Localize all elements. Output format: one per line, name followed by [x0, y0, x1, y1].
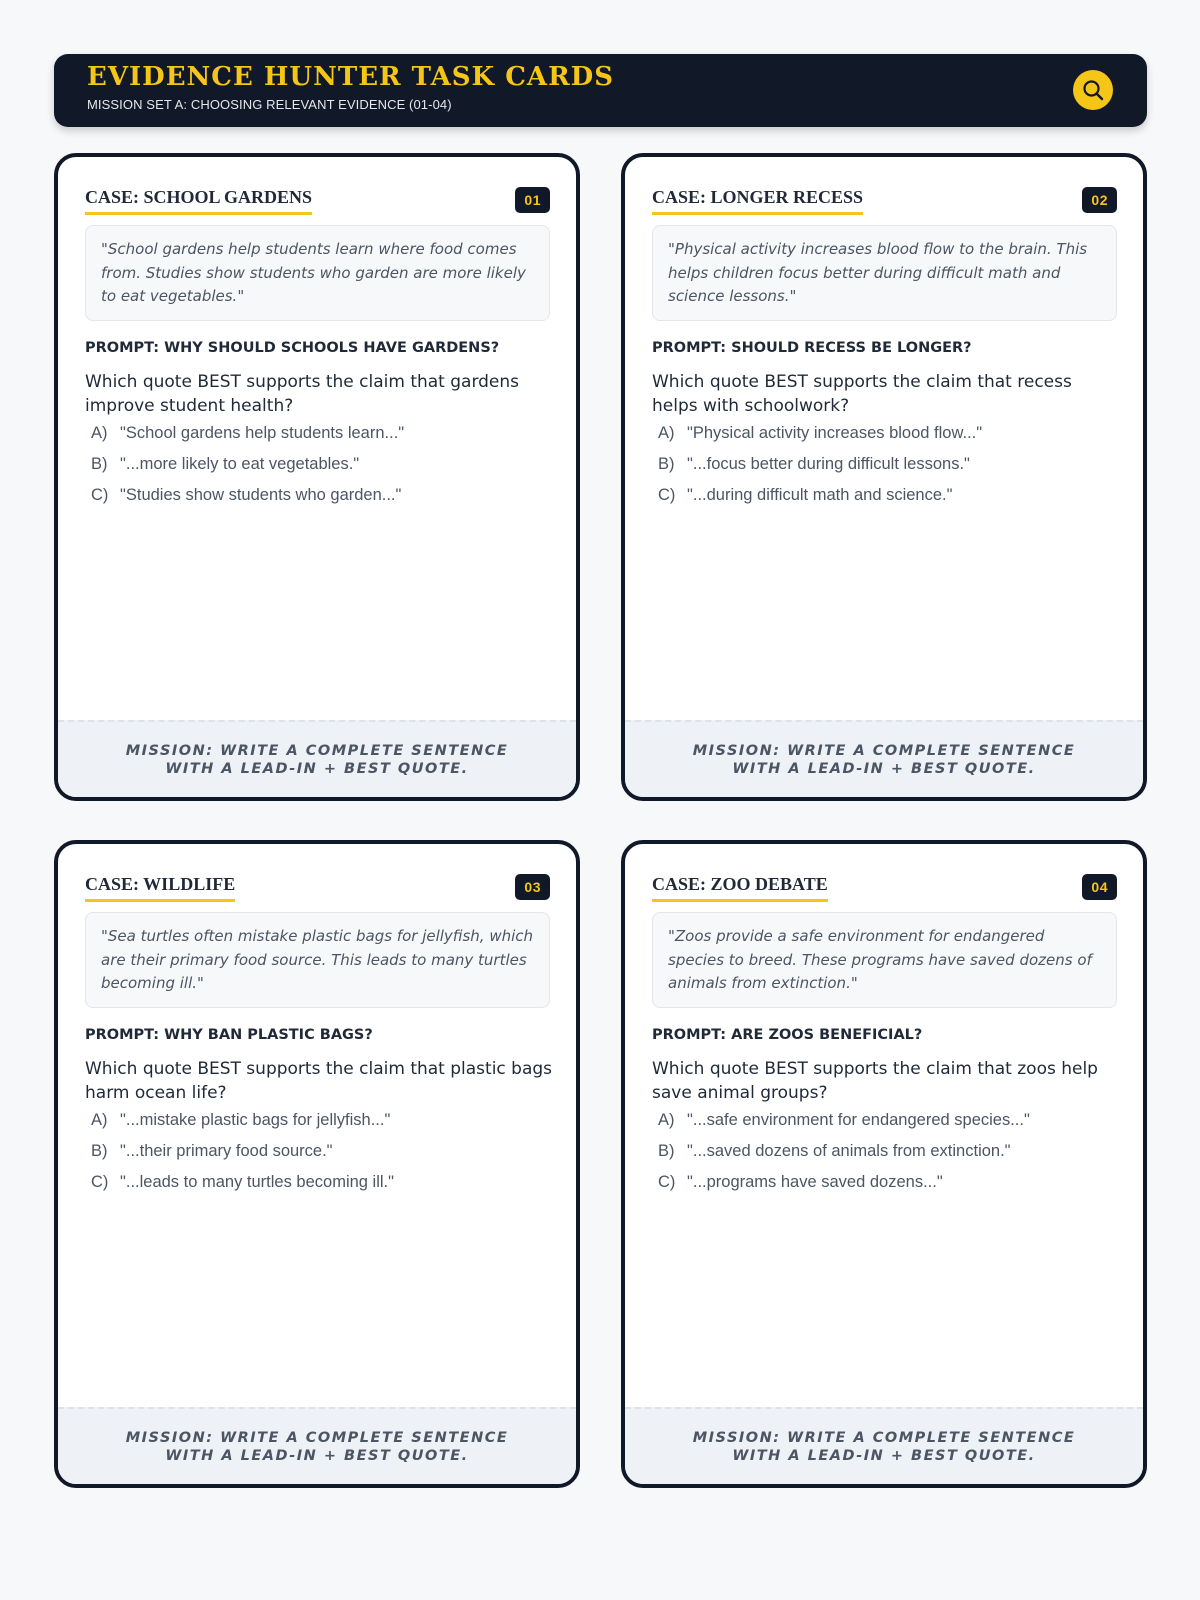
- option-letter: C): [658, 1173, 676, 1191]
- option-letter: C): [91, 1173, 109, 1191]
- case-title: CASE: WILDLIFE: [85, 874, 235, 902]
- card-number-badge: 04: [1082, 874, 1117, 900]
- mission-footer: MISSION: WRITE A COMPLETE SENTENCE WITH A LEAD-IN + BEST QUOTE.: [625, 720, 1143, 797]
- option-letter: A): [91, 1111, 108, 1129]
- option-letter: B): [91, 455, 108, 473]
- task-card-01: [54, 153, 580, 801]
- question-text: Which quote BEST supports the claim that recess helps with schoolwork?: [652, 372, 1072, 416]
- prompt-text: PROMPT: WHY BAN PLASTIC BAGS?: [85, 1027, 373, 1043]
- option-letter: A): [658, 1111, 675, 1129]
- answer-option-c[interactable]: [91, 486, 551, 517]
- question-text: Which quote BEST supports the claim that zoos help save animal groups?: [652, 1059, 1098, 1103]
- option-letter: B): [658, 455, 675, 473]
- search-button[interactable]: [1073, 70, 1113, 110]
- case-title: CASE: ZOO DEBATE: [652, 874, 828, 902]
- option-letter: B): [91, 1142, 108, 1160]
- option-letter: A): [658, 424, 675, 442]
- evidence-quote: "School gardens help students learn where food comes from. Studies show students who garden are more likely to eat vegetables.": [85, 225, 550, 321]
- page-subtitle: MISSION SET A: CHOOSING RELEVANT EVIDENCE (01-04): [87, 97, 452, 112]
- answer-options: [91, 424, 551, 517]
- answer-option-a[interactable]: [91, 1111, 551, 1142]
- option-letter: C): [91, 486, 109, 504]
- answer-option-b[interactable]: [91, 1142, 551, 1173]
- answer-option-a[interactable]: [658, 1111, 1118, 1142]
- answer-option-b[interactable]: [91, 455, 551, 486]
- evidence-quote: "Sea turtles often mistake plastic bags for jellyfish, which are their primary food source. This leads to many turtles becoming ill.": [85, 912, 550, 1008]
- answer-option-c[interactable]: [91, 1173, 551, 1204]
- evidence-quote: "Zoos provide a safe environment for endangered species to breed. These programs have saved dozens of animals from extinction.": [652, 912, 1117, 1008]
- task-card-02: [621, 153, 1147, 801]
- mission-footer: MISSION: WRITE A COMPLETE SENTENCE WITH A LEAD-IN + BEST QUOTE.: [58, 1407, 576, 1484]
- question-text: Which quote BEST supports the claim that gardens improve student health?: [85, 372, 520, 416]
- option-text: "...their primary food source.": [120, 1142, 333, 1160]
- option-text: "Physical activity increases blood flow...": [687, 424, 983, 442]
- answer-option-a[interactable]: [658, 424, 1118, 455]
- answer-option-a[interactable]: [91, 424, 551, 455]
- option-text: "...programs have saved dozens...": [687, 1173, 943, 1191]
- answer-options: [658, 424, 1118, 517]
- answer-option-c[interactable]: [658, 1173, 1118, 1204]
- case-title: CASE: SCHOOL GARDENS: [85, 187, 312, 215]
- search-icon: [1081, 78, 1105, 102]
- task-card-04: [621, 840, 1147, 1488]
- prompt-text: PROMPT: SHOULD RECESS BE LONGER?: [652, 340, 972, 356]
- option-letter: C): [658, 486, 676, 504]
- option-text: "...during difficult math and science.": [687, 486, 953, 504]
- option-letter: A): [91, 424, 108, 442]
- mission-footer: MISSION: WRITE A COMPLETE SENTENCE WITH A LEAD-IN + BEST QUOTE.: [58, 720, 576, 797]
- answer-options: [658, 1111, 1118, 1204]
- question-text: Which quote BEST supports the claim that plastic bags harm ocean life?: [85, 1059, 553, 1103]
- card-number-badge: 01: [515, 187, 550, 213]
- answer-options: [91, 1111, 551, 1204]
- card-number-badge: 02: [1082, 187, 1117, 213]
- prompt-text: PROMPT: WHY SHOULD SCHOOLS HAVE GARDENS?: [85, 340, 500, 356]
- page-header: [54, 54, 1147, 127]
- evidence-quote: "Physical activity increases blood flow to the brain. This helps children focus better during difficult math and science lessons.": [652, 225, 1117, 321]
- option-text: "...more likely to eat vegetables.": [120, 455, 360, 473]
- option-text: "School gardens help students learn...": [120, 424, 405, 442]
- card-number-badge: 03: [515, 874, 550, 900]
- option-text: "Studies show students who garden...": [120, 486, 402, 504]
- task-card-03: [54, 840, 580, 1488]
- option-text: "...saved dozens of animals from extinction.": [687, 1142, 1011, 1160]
- option-text: "...focus better during difficult lessons.": [687, 455, 970, 473]
- option-text: "...mistake plastic bags for jellyfish...": [120, 1111, 391, 1129]
- prompt-text: PROMPT: ARE ZOOS BENEFICIAL?: [652, 1027, 923, 1043]
- page-title: EVIDENCE HUNTER TASK CARDS: [87, 62, 614, 92]
- option-letter: B): [658, 1142, 675, 1160]
- answer-option-b[interactable]: [658, 455, 1118, 486]
- mission-footer: MISSION: WRITE A COMPLETE SENTENCE WITH A LEAD-IN + BEST QUOTE.: [625, 1407, 1143, 1484]
- option-text: "...safe environment for endangered species...": [687, 1111, 1030, 1129]
- answer-option-c[interactable]: [658, 486, 1118, 517]
- option-text: "...leads to many turtles becoming ill.": [120, 1173, 394, 1191]
- case-title: CASE: LONGER RECESS: [652, 187, 863, 215]
- answer-option-b[interactable]: [658, 1142, 1118, 1173]
